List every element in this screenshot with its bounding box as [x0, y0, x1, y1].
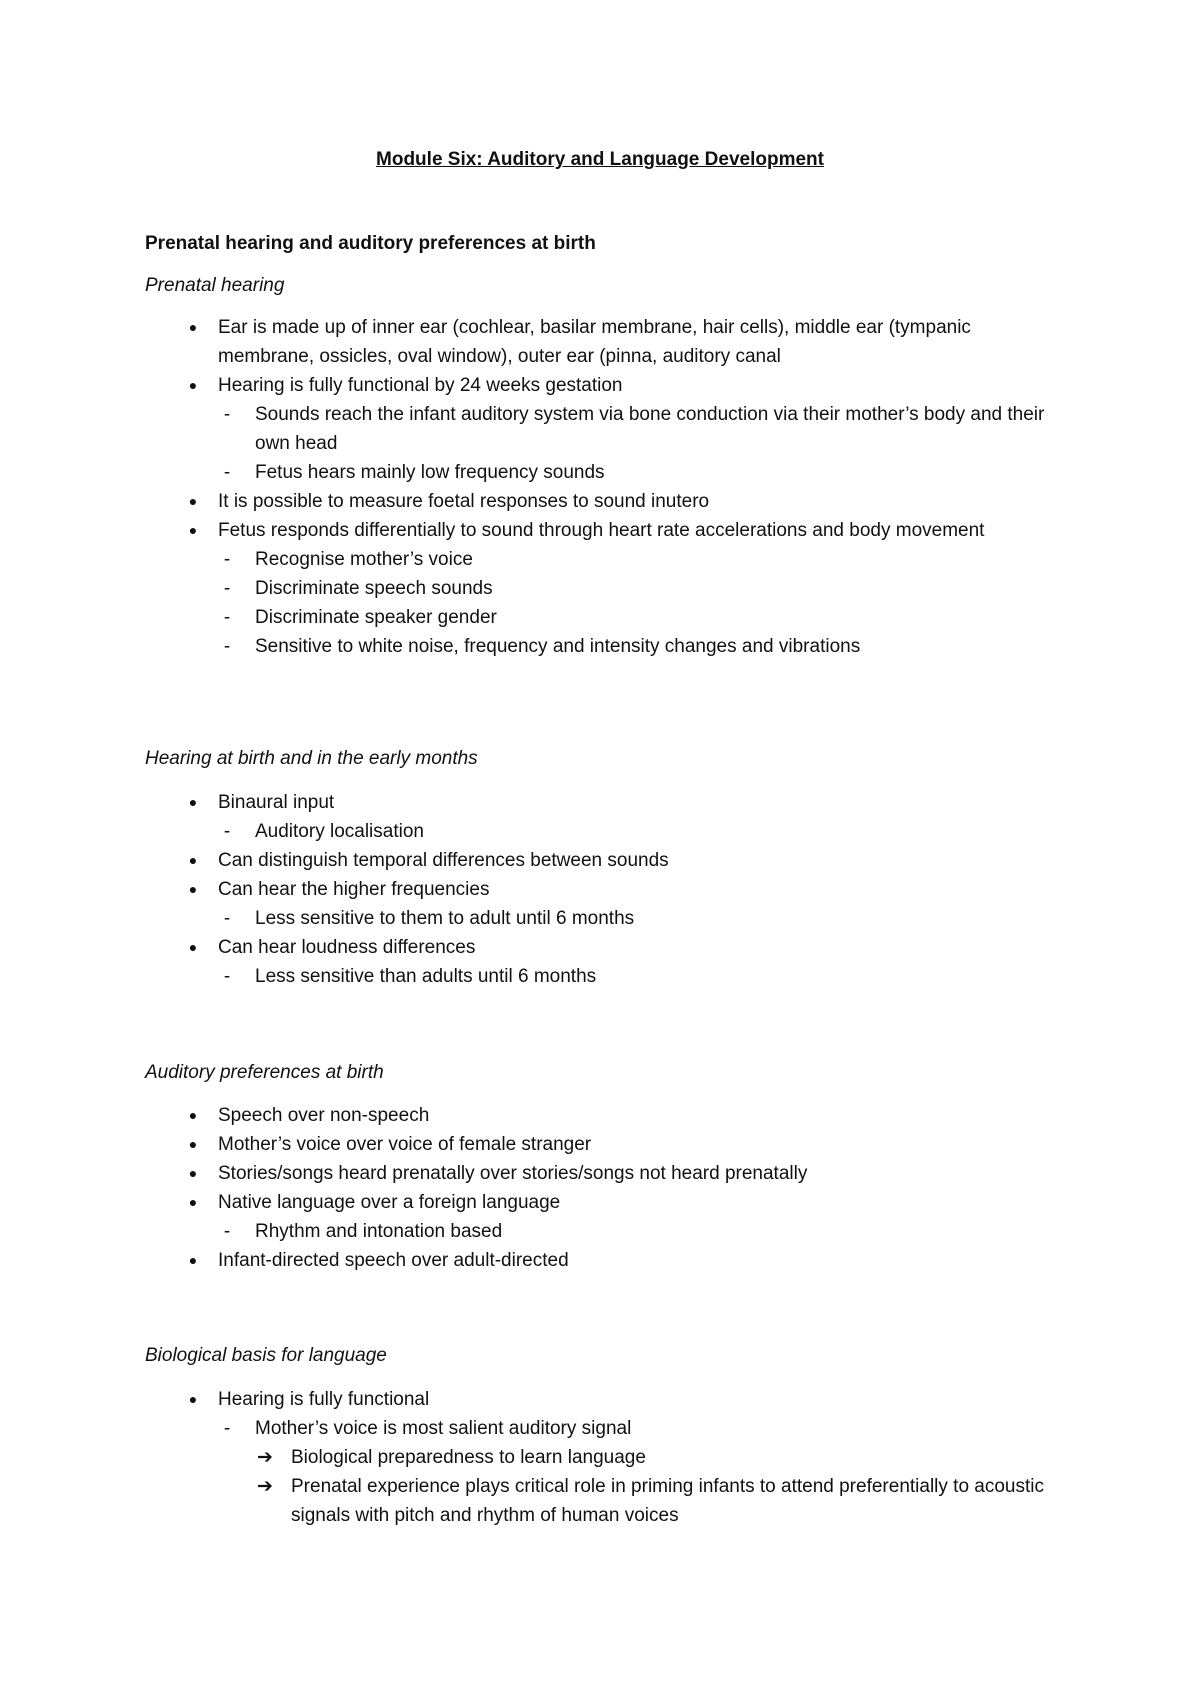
list-item-text: Can distinguish temporal differences between sounds — [218, 850, 669, 871]
list-item-text: Can hear loudness differences — [218, 937, 476, 958]
list-item-text: Sensitive to white noise, frequency and intensity changes and vibrations — [255, 636, 861, 657]
dash-marker: - — [223, 578, 231, 599]
list-item-text: Sounds reach the infant auditory system via bone conduction via their mother’s body and their own head — [255, 404, 1045, 454]
bullet-marker: ● — [188, 1165, 198, 1181]
list-item — [145, 904, 1065, 933]
list-item-text: Hearing is fully functional by 24 weeks gestation — [218, 375, 623, 396]
list-item — [145, 516, 1065, 545]
list-item-text: Mother’s voice is most salient auditory signal — [255, 1418, 632, 1439]
list-item-text: Prenatal experience plays critical role in priming infants to attend preferentially to acoustic signals with pitch and rhythm of human voices — [291, 1476, 1044, 1526]
list-item — [145, 1159, 1065, 1188]
arrow-icon: ➔ — [257, 1476, 273, 1497]
dash-marker: - — [223, 462, 231, 483]
list-item — [145, 458, 1065, 487]
list-item — [145, 846, 1065, 875]
list-item — [145, 933, 1065, 962]
bullet-marker: ● — [188, 1136, 198, 1152]
list-item — [145, 962, 1065, 991]
list-item-text: Discriminate speech sounds — [255, 578, 493, 599]
dash-marker: - — [223, 549, 231, 570]
section-heading: Prenatal hearing and auditory preferences at birth — [145, 233, 596, 254]
list-item-text: Infant-directed speech over adult-directed — [218, 1250, 569, 1271]
bullet-marker: ● — [188, 939, 198, 955]
list-item-text: Discriminate speaker gender — [255, 607, 497, 628]
list-item-text: Auditory localisation — [255, 821, 424, 842]
list-item-text: Can hear the higher frequencies — [218, 879, 490, 900]
list-item — [145, 574, 1065, 603]
list-item — [145, 1414, 1065, 1443]
list-item — [145, 400, 1065, 458]
list-prenatal-hearing — [145, 313, 1065, 661]
bullet-marker: ● — [188, 377, 198, 393]
list-hearing-at-birth — [145, 788, 1065, 991]
bullet-marker: ● — [188, 1391, 198, 1407]
list-item-text: Recognise mother’s voice — [255, 549, 473, 570]
list-item — [145, 817, 1065, 846]
dash-marker: - — [223, 966, 231, 987]
list-item — [145, 1130, 1065, 1159]
dash-marker: - — [223, 607, 231, 628]
bullet-marker: ● — [188, 493, 198, 509]
document-title: Module Six: Auditory and Language Development — [376, 149, 824, 170]
list-item-text: Binaural input — [218, 792, 335, 813]
bullet-marker: ● — [188, 881, 198, 897]
bullet-marker: ● — [188, 319, 198, 335]
list-item — [145, 788, 1065, 817]
bullet-marker: ● — [188, 1194, 198, 1210]
list-item-text: Stories/songs heard prenatally over stories/songs not heard prenatally — [218, 1163, 808, 1184]
list-item — [145, 603, 1065, 632]
list-item-text: Less sensitive than adults until 6 months — [255, 966, 597, 987]
list-item-text: Rhythm and intonation based — [255, 1221, 503, 1242]
subheading-auditory-preferences: Auditory preferences at birth — [145, 1062, 384, 1083]
list-item — [145, 1246, 1065, 1275]
list-biological-basis — [145, 1385, 1065, 1530]
list-item — [145, 487, 1065, 516]
arrow-icon: ➔ — [257, 1447, 273, 1468]
subheading-prenatal-hearing: Prenatal hearing — [145, 275, 285, 296]
list-item-text: Ear is made up of inner ear (cochlear, basilar membrane, hair cells), middle ear (tympanic membrane, ossicles, oval window), outer ear (pinna, auditory canal — [218, 317, 971, 367]
list-item — [145, 313, 1065, 371]
list-item — [145, 1188, 1065, 1217]
list-item-text: Mother’s voice over voice of female stranger — [218, 1134, 592, 1155]
dash-marker: - — [223, 908, 231, 929]
list-item — [145, 1472, 1065, 1530]
subheading-hearing-at-birth: Hearing at birth and in the early months — [145, 748, 478, 769]
dash-marker: - — [223, 821, 231, 842]
dash-marker: - — [223, 636, 231, 657]
list-item-text: Biological preparedness to learn language — [291, 1447, 646, 1468]
list-item — [145, 1385, 1065, 1414]
list-item — [145, 1101, 1065, 1130]
list-item — [145, 1443, 1065, 1472]
bullet-marker: ● — [188, 1107, 198, 1123]
list-item-text: Fetus hears mainly low frequency sounds — [255, 462, 605, 483]
list-item-text: Speech over non-speech — [218, 1105, 430, 1126]
list-item — [145, 632, 1065, 661]
dash-marker: - — [223, 1221, 231, 1242]
list-item-text: Hearing is fully functional — [218, 1389, 430, 1410]
bullet-marker: ● — [188, 794, 198, 810]
list-item — [145, 371, 1065, 400]
list-item-text: It is possible to measure foetal responses to sound inutero — [218, 491, 710, 512]
list-item-text: Native language over a foreign language — [218, 1192, 561, 1213]
bullet-marker: ● — [188, 852, 198, 868]
dash-marker: - — [223, 1418, 231, 1439]
bullet-marker: ● — [188, 1252, 198, 1268]
list-auditory-preferences — [145, 1101, 1065, 1275]
list-item-text: Fetus responds differentially to sound through heart rate accelerations and body movement — [218, 520, 985, 541]
bullet-marker: ● — [188, 522, 198, 538]
list-item — [145, 1217, 1065, 1246]
list-item-text: Less sensitive to them to adult until 6 months — [255, 908, 635, 929]
dash-marker: - — [223, 404, 231, 425]
list-item — [145, 545, 1065, 574]
list-item — [145, 875, 1065, 904]
subheading-biological-basis: Biological basis for language — [145, 1345, 387, 1366]
